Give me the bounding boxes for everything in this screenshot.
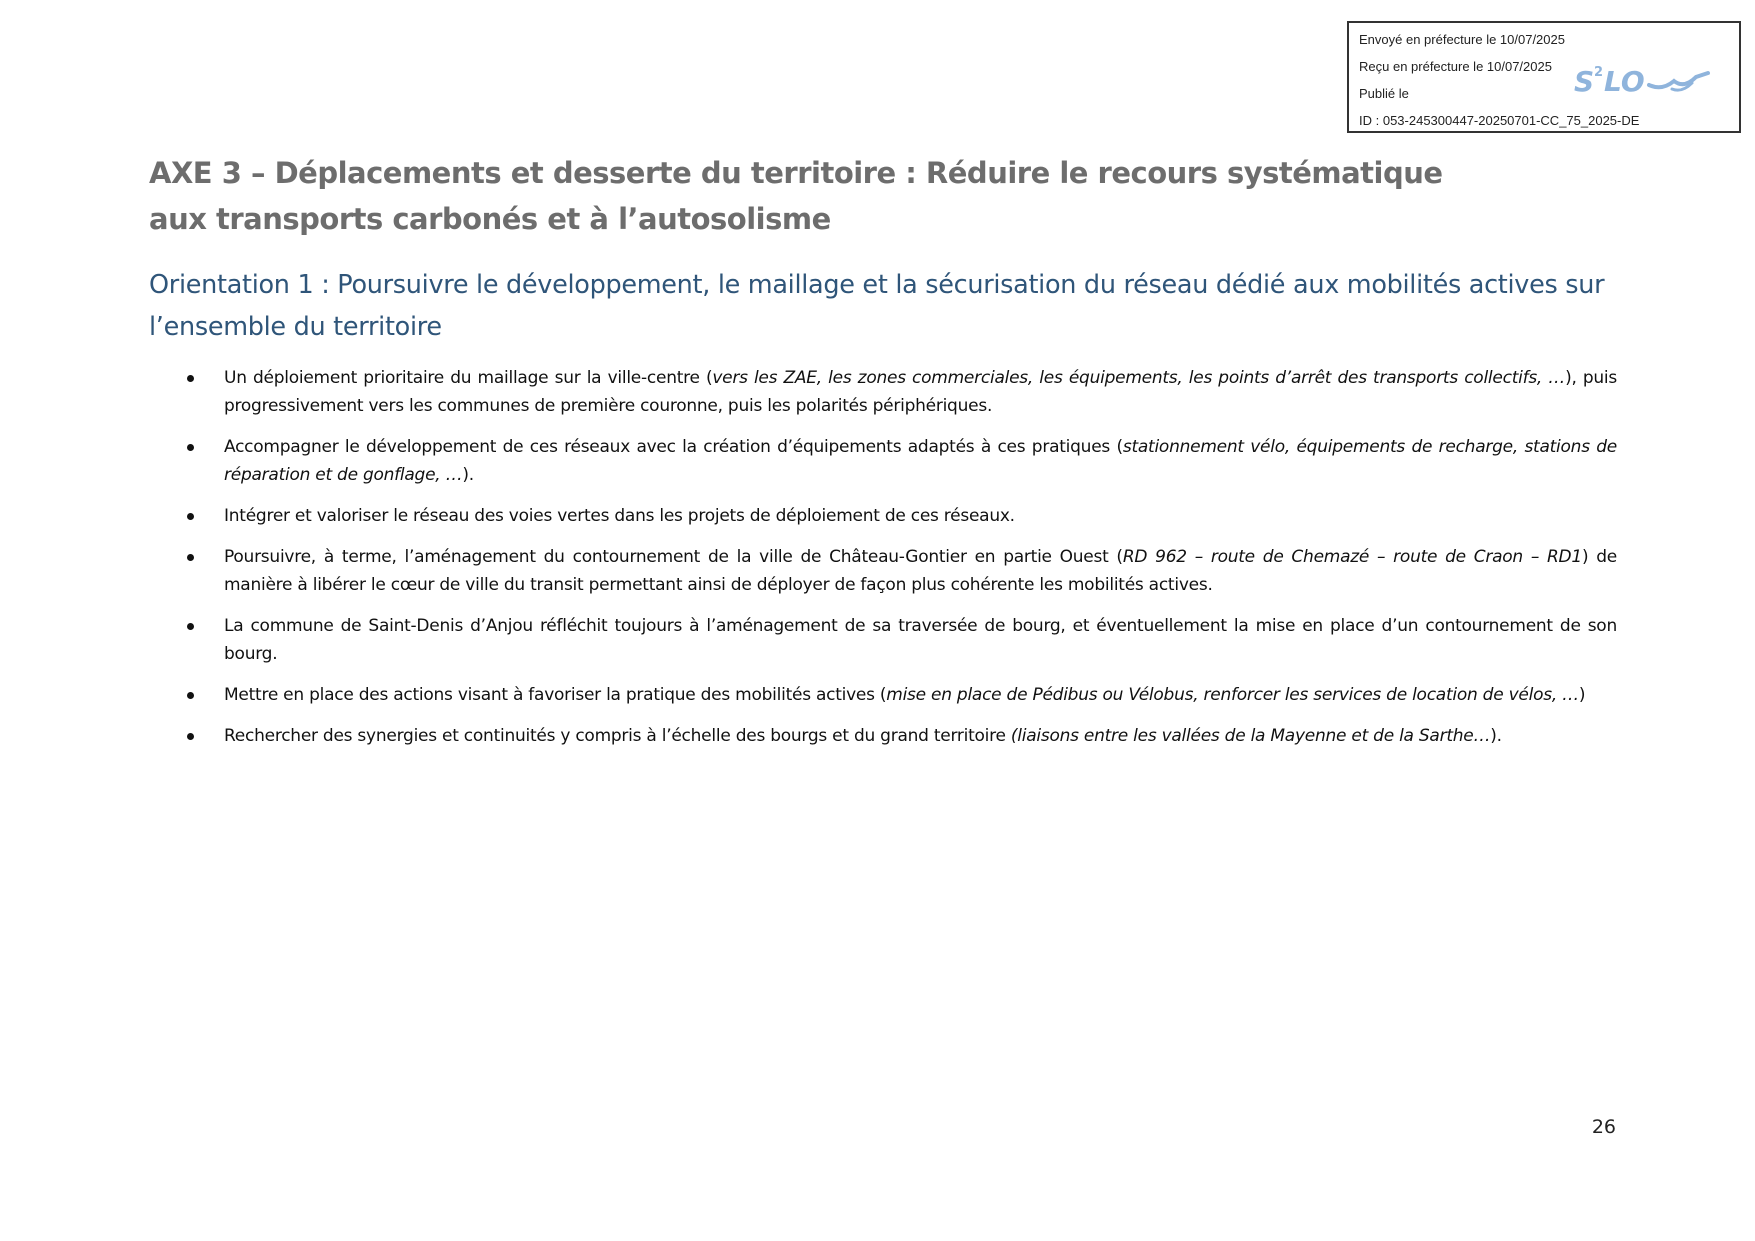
bullet-text-italic: stationnement vélo, équipements de recharge, stations de réparation et de gonflage, … [224, 437, 1617, 485]
bullet-text: Rechercher des synergies et continuités y compris à l’échelle des bourgs et du grand territoire [224, 726, 1011, 746]
bullet-dot-icon [187, 692, 194, 699]
bullet-item [149, 364, 1617, 420]
svg-text:S: S [1574, 65, 1595, 98]
bullet-text: Mettre en place des actions visant à favoriser la pratique des mobilités actives ( [224, 685, 887, 705]
bullet-dot-icon [187, 554, 194, 561]
bullet-text-italic: RD 962 – route de Chemazé – route de Craon – RD1 [1122, 547, 1582, 567]
bullet-item [149, 433, 1617, 489]
stamp-published-line: Publié le [1359, 86, 1409, 101]
bullet-dot-icon [187, 375, 194, 382]
bullet-text: ). [462, 465, 474, 485]
bullet-item [149, 722, 1617, 750]
bullet-dot-icon [187, 733, 194, 740]
bullet-text: ) de manière à libérer le cœur de ville du transit permettant ainsi de déployer de façon plus cohérente les mobilités actives. [224, 547, 1617, 595]
svg-text:2: 2 [1594, 65, 1604, 80]
bullet-dot-icon [187, 623, 194, 630]
bullet-text: ), puis progressivement vers les communes de première couronne, puis les polarités périphériques. [224, 368, 1617, 416]
bullet-item [149, 612, 1617, 668]
bullet-text-italic: vers les ZAE, les zones commerciales, les équipements, les points d’arrêt des transports collectifs, … [712, 368, 1566, 388]
bullet-text: La commune de Saint-Denis d’Anjou réfléchit toujours à l’aménagement de sa traversée de bourg, et éventuellement la mise en place d’un contournement de son bourg. [224, 616, 1617, 664]
stamp-id-line: ID : 053-245300447-20250701-CC_75_2025-DE [1359, 113, 1640, 128]
bullet-dot-icon [187, 444, 194, 451]
prefecture-stamp [1347, 21, 1741, 133]
bullet-text: Accompagner le développement de ces réseaux avec la création d’équipements adaptés à ces pratiques ( [224, 437, 1123, 457]
bullet-item [149, 543, 1617, 599]
s2lo-logo [1574, 61, 1714, 101]
bullet-text: Intégrer et valoriser le réseau des voies vertes dans les projets de déploiement de ces réseaux. [224, 506, 1015, 526]
bullet-text: Poursuivre, à terme, l’aménagement du contournement de la ville de Château-Gontier en partie Ouest ( [224, 547, 1123, 567]
axe-title: AXE 3 – Déplacements et desserte du territoire : Réduire le recours systématique aux transports carbonés et à l’autosolisme [149, 156, 1443, 236]
svg-text:LO: LO [1604, 65, 1645, 98]
bullet-text-italic: mise en place de Pédibus ou Vélobus, renforcer les services de location de vélos, … [886, 685, 1579, 705]
stamp-received-line: Reçu en préfecture le 10/07/2025 [1359, 59, 1552, 74]
bullet-text: ) [1578, 685, 1586, 705]
bullet-list [149, 364, 1617, 750]
bullet-text-italic: (liaisons entre les vallées de la Mayenne et de la Sarthe… [1010, 726, 1491, 746]
page-number: 26 [1591, 1116, 1616, 1138]
bullet-dot-icon [187, 513, 194, 520]
bullet-text: Un déploiement prioritaire du maillage sur la ville-centre ( [224, 368, 713, 388]
orientation-heading: Orientation 1 : Poursuivre le développement, le maillage et la sécurisation du réseau dédié aux mobilités actives sur l’ensemble du territoire [149, 270, 1605, 342]
bullet-item [149, 681, 1617, 709]
page-content [149, 150, 1617, 763]
bullet-item [149, 502, 1617, 530]
bullet-text: ). [1490, 726, 1502, 746]
stamp-sent-line: Envoyé en préfecture le 10/07/2025 [1359, 32, 1565, 47]
